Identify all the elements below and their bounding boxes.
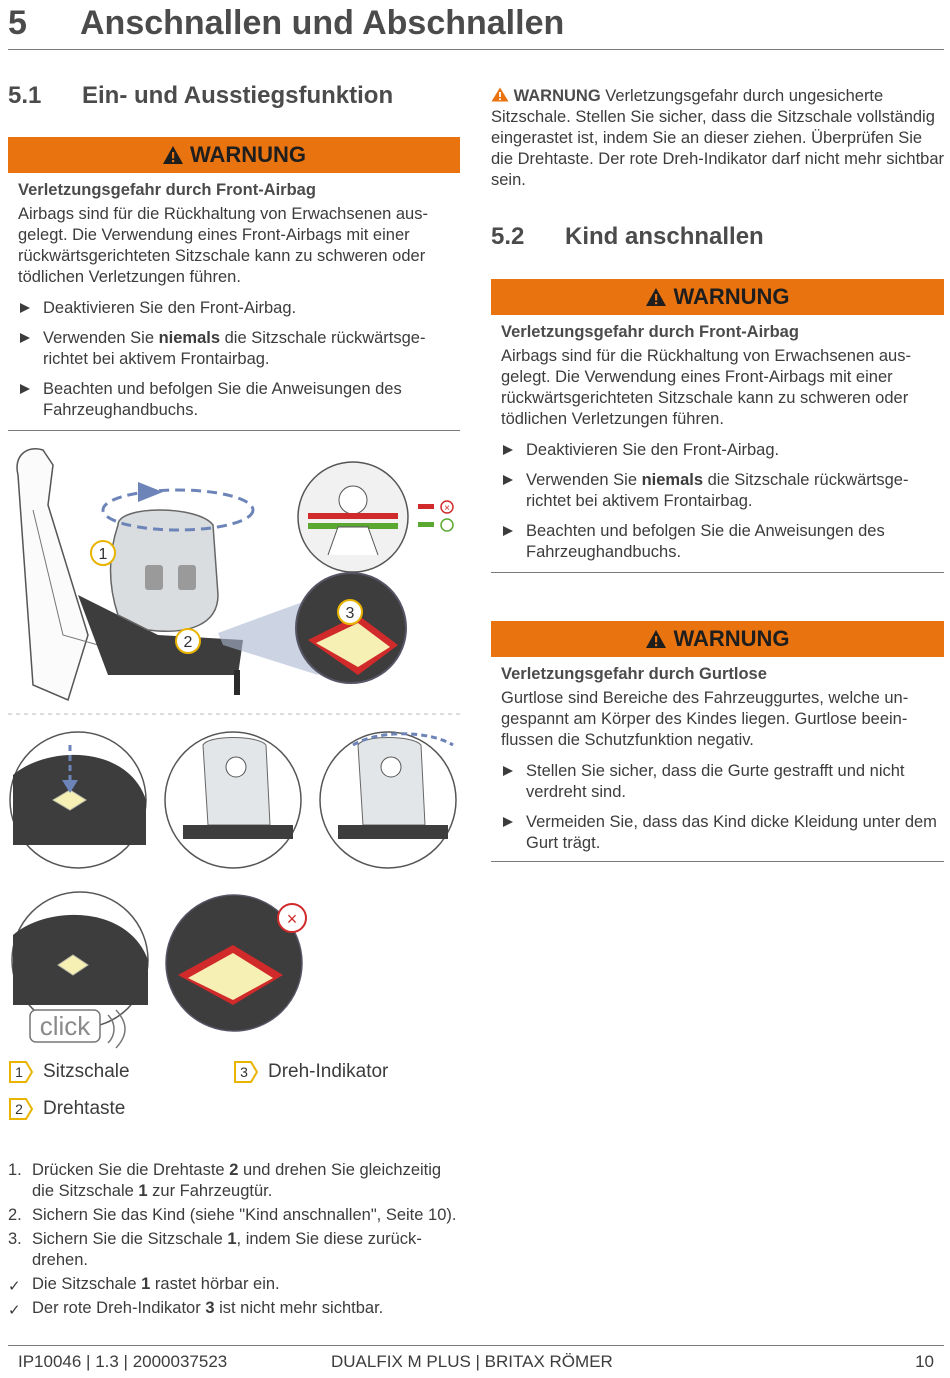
warning-banner (8, 137, 460, 173)
callout-2: 2 (183, 634, 193, 651)
warning-box-airbag (8, 173, 460, 431)
warning-bullets (501, 440, 944, 563)
section-title: Ein- und Ausstiegsfunktion (82, 82, 394, 109)
instruction-steps (8, 1160, 463, 1322)
bullet-item: Beachten und befolgen Sie die Anweisungen des Fahrzeughandbuchs. (18, 379, 460, 421)
rotation-illustration (8, 445, 463, 1050)
step-item: 1. Drücken Sie die Drehtaste 2 und drehen Sie gleichzeitig die Sitzschale 1 zur Fahrzeugtür. (8, 1161, 442, 1200)
legend-label: Dreh-Indikator (268, 1061, 389, 1082)
bullet-item: Deaktivieren Sie den Front-Airbag. (18, 298, 460, 319)
warning-banner (491, 621, 944, 657)
bullet-item: Vermeiden Sie, dass das Kind dicke Kleidung unter dem Gurt trägt. (501, 812, 944, 854)
legend-label: Drehtaste (43, 1098, 126, 1119)
warning-triangle-icon (645, 287, 667, 307)
step-item: 2. Sichern Sie das Kind (siehe "Kind anschnallen", Seite 10). (8, 1206, 457, 1224)
footer-product: DUALFIX M PLUS | BRITAX RÖMER (331, 1352, 613, 1371)
result-item: ✓ Die Sitzschale 1 rastet hörbar ein. (8, 1275, 280, 1295)
result-item: ✓ Der rote Dreh-Indikator 3 ist nicht mehr sichtbar. (8, 1299, 384, 1319)
warning-text: Airbags sind für die Rückhaltung von Erwachsenen ausgelegt. Die Verwendung eines Front-Airbags mit einer rückwärtsgerichteten Sitzschale kann zu schweren oder tödlichen Verletzungen führen. (18, 205, 428, 286)
chapter-title: Anschnallen und Abschnallen (80, 4, 565, 42)
step-item: 3. Sichern Sie die Sitzschale 1, indem Sie diese zurückdrehen. (8, 1230, 422, 1269)
warning-bullets (18, 298, 460, 421)
svg-text:3: 3 (240, 1064, 248, 1080)
chapter-heading (8, 4, 944, 50)
warning-bullets (501, 761, 944, 854)
svg-text:1: 1 (15, 1064, 23, 1080)
warning-heading: Verletzungsgefahr durch Gurtlose (501, 665, 767, 683)
chapter-number: 5 (8, 4, 27, 42)
click-text: click (39, 1011, 91, 1041)
svg-text:2: 2 (15, 1101, 23, 1117)
warning-label: WARNUNG (673, 284, 790, 309)
callout-badge-icon (8, 1097, 34, 1121)
warning-triangle-icon (645, 629, 667, 649)
warning-heading: Verletzungsgefahr durch Front-Airbag (18, 181, 316, 199)
section-number: 5.1 (8, 82, 42, 109)
page-number: 10 (915, 1352, 934, 1371)
page-footer (8, 1345, 944, 1378)
warning-text: Gurtlose sind Bereiche des Fahrzeuggurtes, welche ungespannt am Körper des Kindes liegen. Gurtlose beeinflussen die Schutzfunktion negativ. (501, 689, 909, 749)
warning-label: WARNUNG (513, 87, 601, 105)
warning-text: Airbags sind für die Rückhaltung von Erwachsenen ausgelegt. Die Verwendung eines Front-Airbags mit einer rückwärtsgerichteten Sitzschale kann zu schweren oder tödlichen Verletzungen führen. (501, 347, 911, 428)
svg-text:×: × (286, 909, 298, 929)
inline-warning (491, 86, 946, 191)
warning-box-airbag (491, 315, 944, 573)
legend-item (233, 1060, 388, 1084)
warning-triangle-icon (162, 145, 184, 165)
legend-label: Sitzschale (43, 1061, 130, 1082)
bullet-item: Stellen Sie sicher, dass die Gurte gestrafft und nicht verdreht sind. (501, 761, 944, 803)
callout-badge-icon (233, 1060, 259, 1084)
footer-doc-id: IP10046 | 1.3 | 2000037523 (18, 1352, 228, 1371)
bullet-item: Deaktivieren Sie den Front-Airbag. (501, 440, 944, 461)
svg-text:×: × (444, 503, 450, 514)
warning-label: WARNUNG (673, 626, 790, 651)
callout-3: 3 (345, 605, 355, 622)
warning-label: WARNUNG (189, 142, 307, 167)
bullet-item: Verwenden Sie niemals die Sitzschale rückwärtsgerichtet bei aktivem Frontairbag. (18, 328, 460, 370)
bullet-item: Verwenden Sie niemals die Sitzschale rückwärtsgerichtet bei aktivem Frontairbag. (501, 470, 944, 512)
checkmark-icon: ✓ (8, 1302, 21, 1319)
warning-text: Verletzungsgefahr durch ungesicherte Sitzschale. Stellen Sie sicher, dass die Sitzschale vollständig eingerastet ist, indem Sie an dieser ziehen. Überprüfen Sie die Drehtaste. Der rote Dreh-Indikator darf nicht mehr sichtbar sein. (491, 87, 945, 189)
callout-badge-icon (8, 1060, 34, 1084)
checkmark-icon: ✓ (8, 1278, 21, 1295)
warning-box-slack (491, 657, 944, 862)
bullet-item: Beachten und befolgen Sie die Anweisungen des Fahrzeughandbuchs. (501, 521, 944, 563)
callout-1: 1 (98, 546, 108, 563)
warning-triangle-icon (491, 87, 509, 102)
warning-heading: Verletzungsgefahr durch Front-Airbag (501, 323, 799, 341)
legend-item (8, 1060, 130, 1084)
section-number: 5.2 (491, 223, 525, 250)
section-title: Kind anschnallen (565, 223, 764, 250)
legend-item (8, 1097, 125, 1121)
warning-banner (491, 279, 944, 315)
